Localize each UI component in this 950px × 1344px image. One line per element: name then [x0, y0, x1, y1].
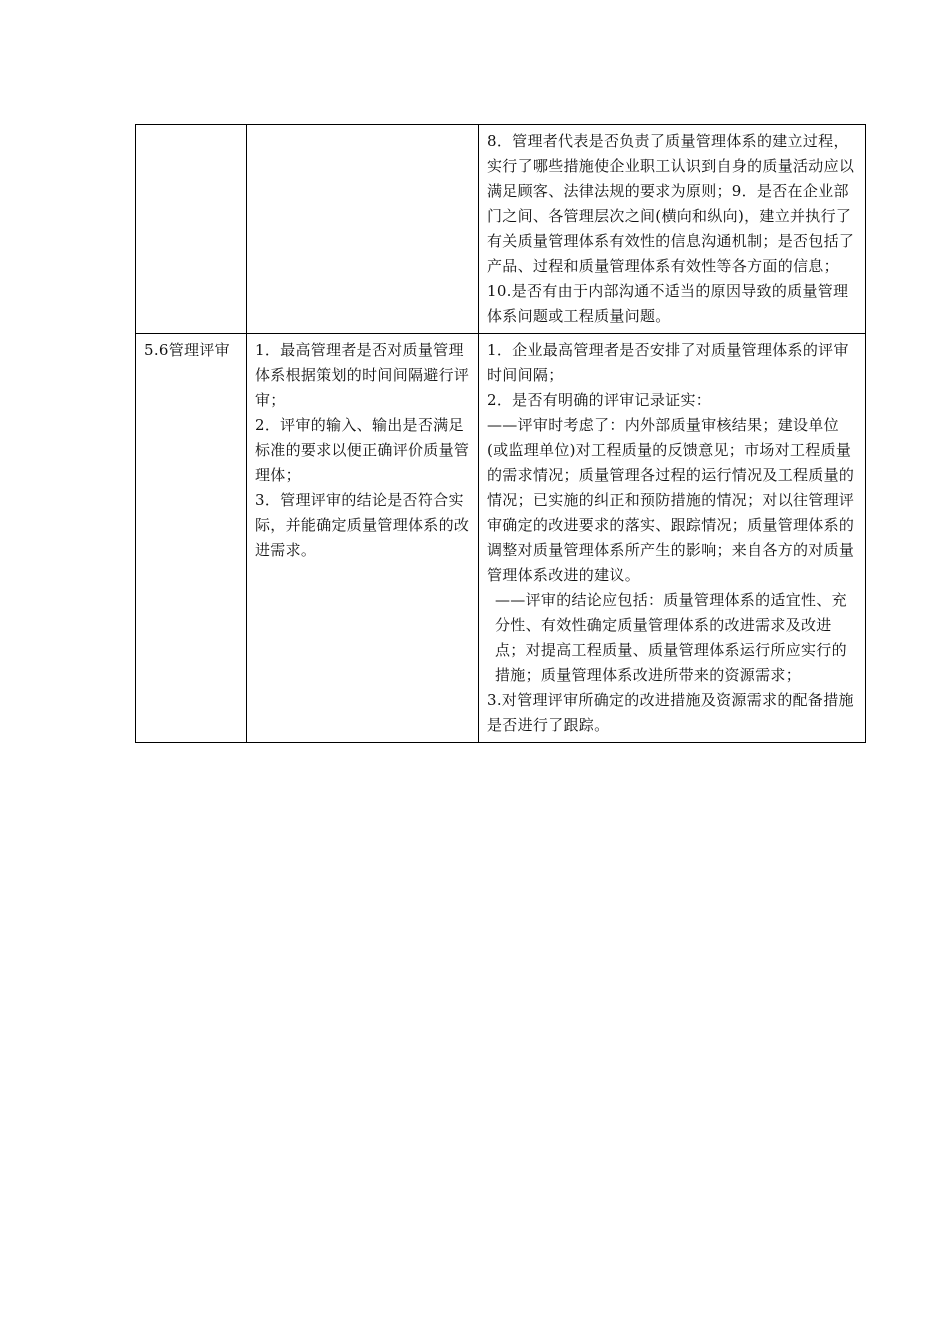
clause-cell: 5.6管理评审 — [136, 334, 247, 743]
requirement-item: 2．评审的输入、输出是否满足标准的要求以便正确评价质量管理体； — [255, 416, 470, 484]
audit-item: 2．是否有明确的评审记录证实： — [487, 391, 712, 409]
clause-cell — [136, 125, 247, 334]
table-row — [136, 334, 866, 743]
audit-item: 10.是否有由于内部沟通不适当的原因导致的质量管理体系问题或工程质量问题。 — [487, 282, 849, 325]
audit-item: ——评审时考虑了：内外部质量审核结果；建设单位(或监理单位)对工程质量的反馈意见；市场对工程质量的需求情况；质量管理各过程的运行情况及工程质量的情况；已实施的纠正和预防措施的情况；对以往管理评审确定的改进要求的落实、跟踪情况；质量管理体系的调整对质量管理体系所产生的影响；来自各方的对质量管理体系改进的建议。 — [487, 416, 855, 584]
audit-item: 1．企业最高管理者是否安排了对质量管理体系的评审时间间隔； — [487, 341, 849, 384]
requirement-cell — [247, 334, 479, 743]
audit-item: 8．管理者代表是否负责了质量管理体系的建立过程，实行了哪些措施使企业职工认识到自身的质量活动应以满足顾客、法律法规的要求为原则；9．是否在企业部门之间、各管理层次之间(横向和纵向)，建立并执行了有关质量管理体系有效性的信息沟通机制；是否包括了产品、过程和质量管理体系有效性等各方面的信息； — [487, 132, 855, 275]
requirement-item: 1．最高管理者是否对质量管理体系根据策划的时间间隔避行评审； — [255, 341, 470, 409]
audit-item: ——评审的结论应包括：质量管理体系的适宜性、充分性、有效性确定质量管理体系的改进需求及改进点；对提高工程质量、质量管理体系运行所应实行的措施；质量管理体系改进所带来的资源需求； — [495, 591, 847, 684]
audit-item-cell — [479, 125, 866, 334]
audit-checklist-table — [135, 124, 866, 743]
requirement-item: 3．管理评审的结论是否符合实际，并能确定质量管理体系的改进需求。 — [255, 491, 470, 559]
audit-item: 3.对管理评审所确定的改进措施及资源需求的配备措施是否进行了跟踪。 — [487, 691, 854, 734]
requirement-cell — [247, 125, 479, 334]
table-row — [136, 125, 866, 334]
audit-item-cell — [479, 334, 866, 743]
